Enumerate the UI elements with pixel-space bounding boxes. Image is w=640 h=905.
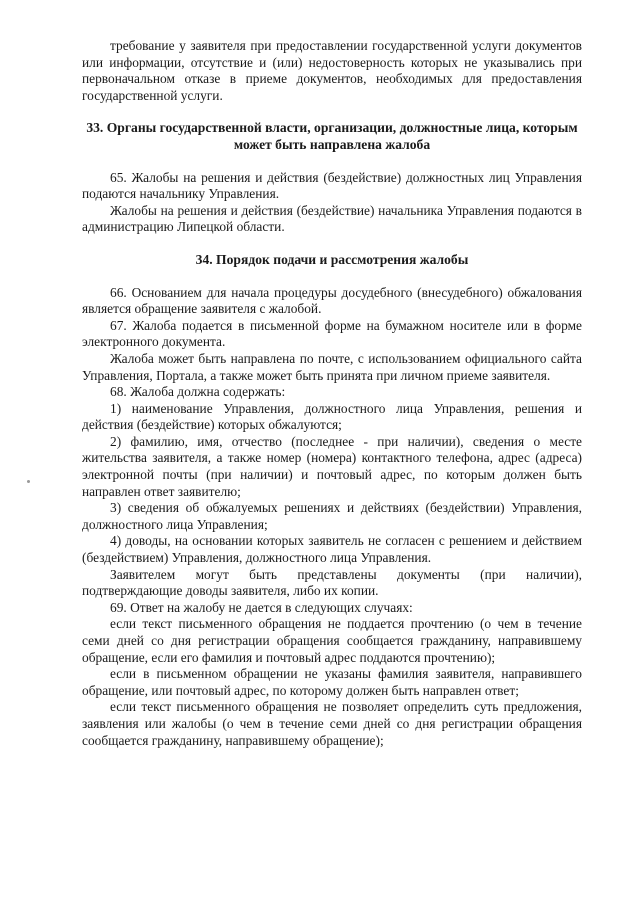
paragraph-67: 67. Жалоба подается в письменной форме на бумажном носителе или в форме электронного документа. [82,317,582,350]
case-69-no-essence: если текст письменного обращения не позволяет определить суть предложения, заявления или жалобы (о чем в течение семи дней со дня регистрации обращения сообщается гражданину, направившему обращение); [82,699,582,748]
paragraph-68: 68. Жалоба должна содержать: [110,384,286,400]
paragraph-66: 66. Основанием для начала процедуры досудебного (внесудебного) обжалования является обращение заявителя с жалобой. [82,284,582,317]
page-content [82,38,582,749]
list-item-68-3: 3) сведения об обжалуемых решениях и действиях (бездействии) Управления, должностного лица Управления; [82,500,582,532]
paragraph-65-continued: Жалобы на решения и действия (бездействие) начальника Управления подаются в администрацию Липецкой области. [82,202,582,235]
paragraph-68-documents: Заявителем могут быть представлены документы (при наличии), подтверждающие доводы заявителя, либо их копии. [82,566,582,599]
section-33-heading: 33. Органы государственной власти, организации, должностные лица, которым может быть направлена жалоба [86,120,578,152]
scan-margin-mark [27,480,30,483]
case-69-unreadable: если текст письменного обращения не поддается прочтению (о чем в течение семи дней со дня регистрации обращения сообщается гражданину, направившему обращение, если его фамилия и почтовый адрес поддаются прочтению); [82,616,582,665]
section-34-heading: 34. Порядок подачи и рассмотрения жалобы [195,251,469,267]
list-item-68-1: 1) наименование Управления, должностного лица Управления, решения и действия (бездействие) которых обжалуются; [82,400,582,433]
list-item-68-2: 2) фамилию, имя, отчество (последнее - при наличии), сведения о месте жительства заявителя, а также номер (номера) контактного телефона, адрес (адреса) электронной почты (при наличии) и почтовый адрес, по которым должен быть направлен ответ заявителю; [82,433,582,499]
case-69-no-name: если в письменном обращении не указаны фамилия заявителя, направившего обращение, или почтовый адрес, по которому должен быть направлен ответ; [82,666,582,698]
list-item-68-4: 4) доводы, на основании которых заявитель не согласен с решением и действием (бездействием) Управления, должностного лица Управления. [82,533,582,566]
paragraph-67-delivery: Жалоба может быть направлена по почте, с использованием официального сайта Управления, Портала, а также может быть принята при личном приеме заявителя. [82,350,582,383]
paragraph-69: 69. Ответ на жалобу не дается в следующих случаях: [110,599,413,615]
paragraph-65: 65. Жалобы на решения и действия (бездействие) должностных лиц Управления подаются начальнику Управления. [82,169,582,202]
intro-paragraph: требование у заявителя при предоставлении государственной услуги документов или информации, отсутствие и (или) недостоверность которых не указывались при первоначальном отказе в приеме документов, необходимых для предоставления государственной услуги. [82,38,582,103]
